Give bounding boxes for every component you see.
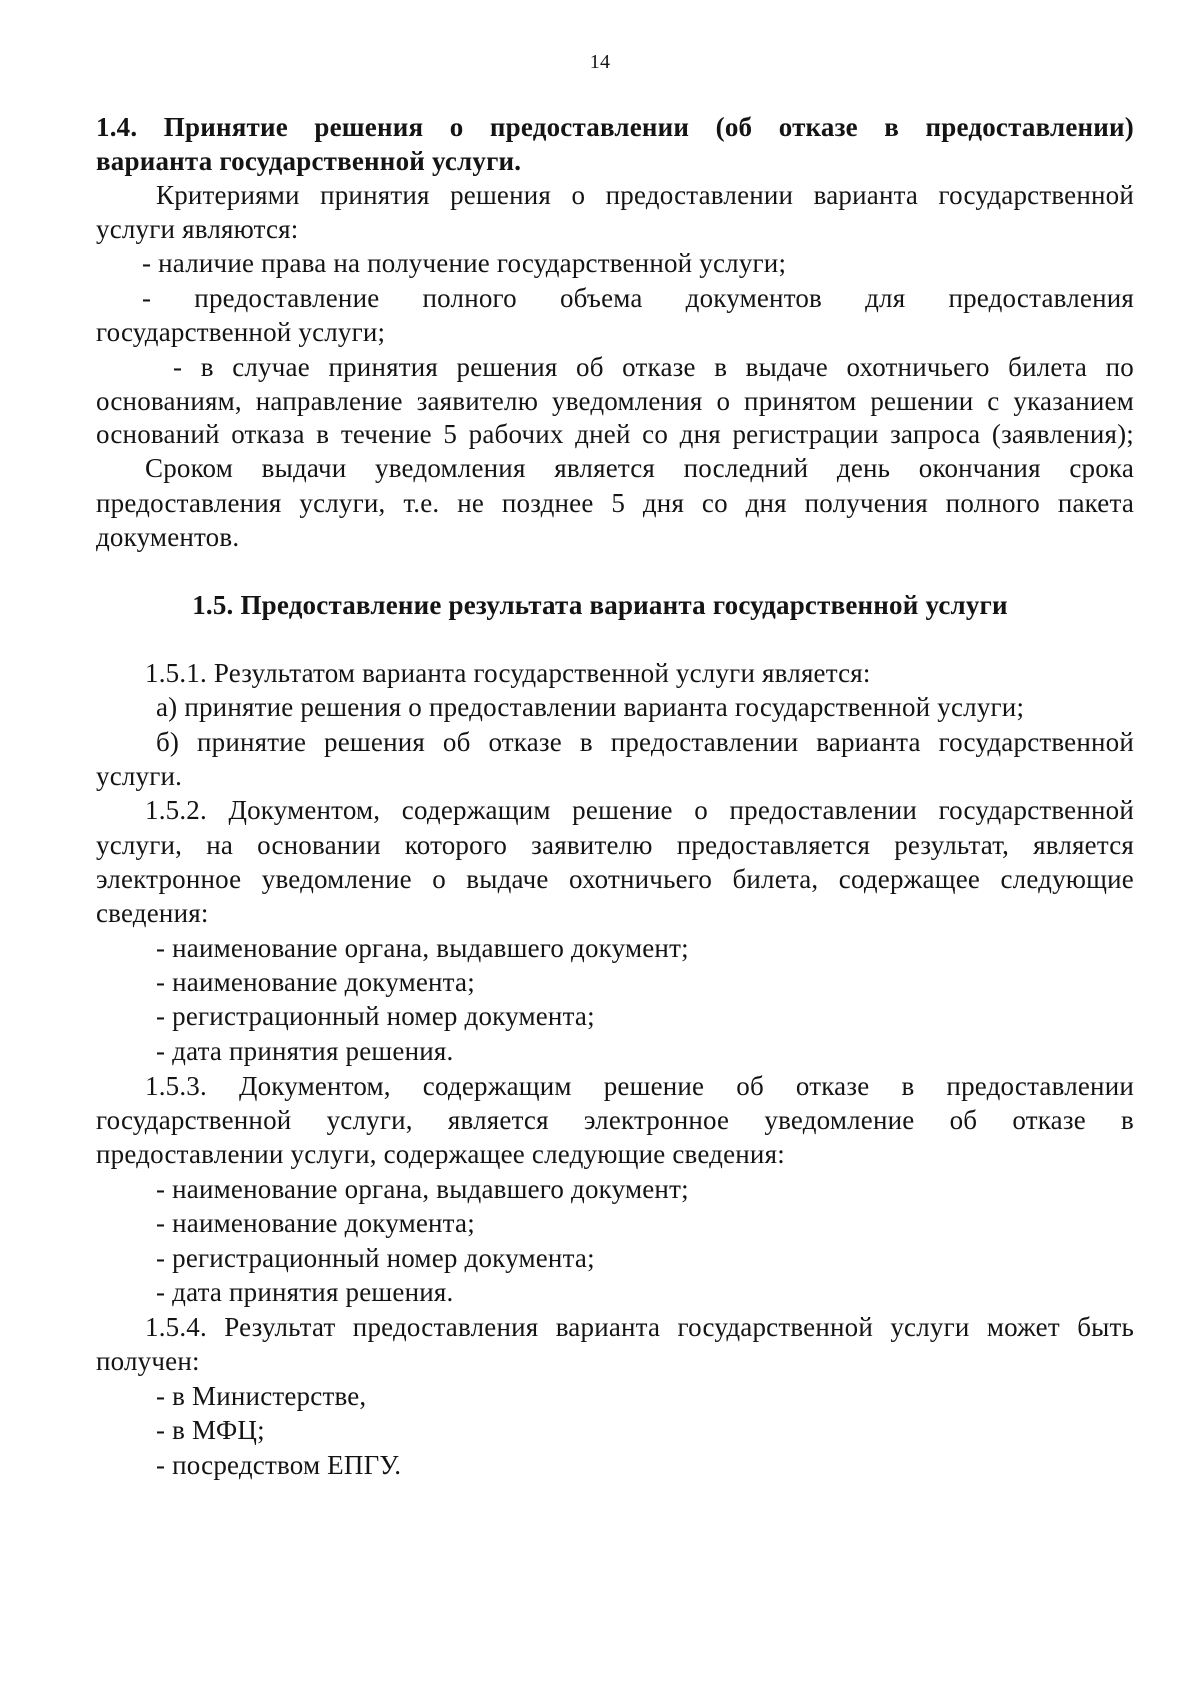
list-item: - дата принятия решения. [156, 1036, 454, 1066]
paragraph-line: Сроком выдачи уведомления является последний день окончания срока [145, 453, 1134, 483]
list-item: - наименование органа, выдавшего документ; [156, 1174, 689, 1204]
paragraph-line: предоставлении услуги, содержащее следующие сведения: [96, 1139, 785, 1169]
paragraph-line: 1.5.3. Документом, содержащим решение об отказе в предоставлении [145, 1071, 1134, 1101]
paragraph-line: услуги. [96, 761, 183, 791]
page-number: 14 [589, 51, 611, 73]
list-item: б) принятие решения об отказе в предоставлении варианта государственной [156, 727, 1134, 757]
list-item: - в МФЦ; [156, 1415, 265, 1445]
list-item: - наличие права на получение государственной услуги; [142, 248, 787, 278]
paragraph-line: оснований отказа в течение 5 рабочих дней со дня регистрации запроса (заявления); [96, 419, 1134, 449]
list-item: - предоставление полного объема документов для предоставления [142, 283, 1134, 313]
paragraph-line: сведения: [96, 898, 209, 928]
paragraph-line: 1.5.4. Результат предоставления варианта государственной услуги может быть [145, 1312, 1134, 1342]
list-item: - наименование документа; [156, 1208, 475, 1238]
list-item: - наименование органа, выдавшего документ; [156, 933, 689, 963]
list-item: - в Министерстве, [156, 1381, 367, 1411]
paragraph-line: 1.5.2. Документом, содержащим решение о предоставлении государственной [145, 795, 1134, 825]
paragraph-line: услуги являются: [96, 214, 299, 244]
list-item: - наименование документа; [156, 967, 475, 997]
list-item: - дата принятия решения. [156, 1277, 454, 1307]
paragraph-line: услуги, на основании которого заявителю предоставляется результат, является [96, 830, 1134, 860]
list-item: а) принятие решения о предоставлении варианта государственной услуги; [156, 692, 1025, 722]
list-item: - посредством ЕПГУ. [156, 1450, 402, 1480]
paragraph-line: государственной услуги; [96, 317, 386, 347]
paragraph-line: предоставления услуги, т.е. не позднее 5 дня со дня получения полного пакета [96, 488, 1134, 518]
paragraph-line: документов. [96, 522, 240, 552]
section-1-4-title-line-1: 1.4. Принятие решения о предоставлении (об отказе в предоставлении) [96, 112, 1134, 142]
section-1-5-title: 1.5. Предоставление результата варианта государственной услуги [192, 590, 1008, 620]
paragraph-line: электронное уведомление о выдаче охотничьего билета, содержащее следующие [96, 864, 1134, 894]
list-item: - регистрационный номер документа; [156, 1243, 595, 1273]
paragraph-line: основаниям, направление заявителю уведомления о принятом решении с указанием [96, 386, 1134, 416]
paragraph-line: 1.5.1. Результатом варианта государственной услуги является: [145, 658, 871, 688]
paragraph-line: получен: [96, 1346, 200, 1376]
paragraph-line: Критериями принятия решения о предоставлении варианта государственной [156, 180, 1134, 210]
list-item: - регистрационный номер документа; [156, 1001, 595, 1031]
list-item: - в случае принятия решения об отказе в выдаче охотничьего билета по [173, 352, 1134, 382]
paragraph-line: государственной услуги, является электронное уведомление об отказе в [96, 1105, 1134, 1135]
section-1-4-title-line-2: варианта государственной услуги. [96, 146, 522, 176]
